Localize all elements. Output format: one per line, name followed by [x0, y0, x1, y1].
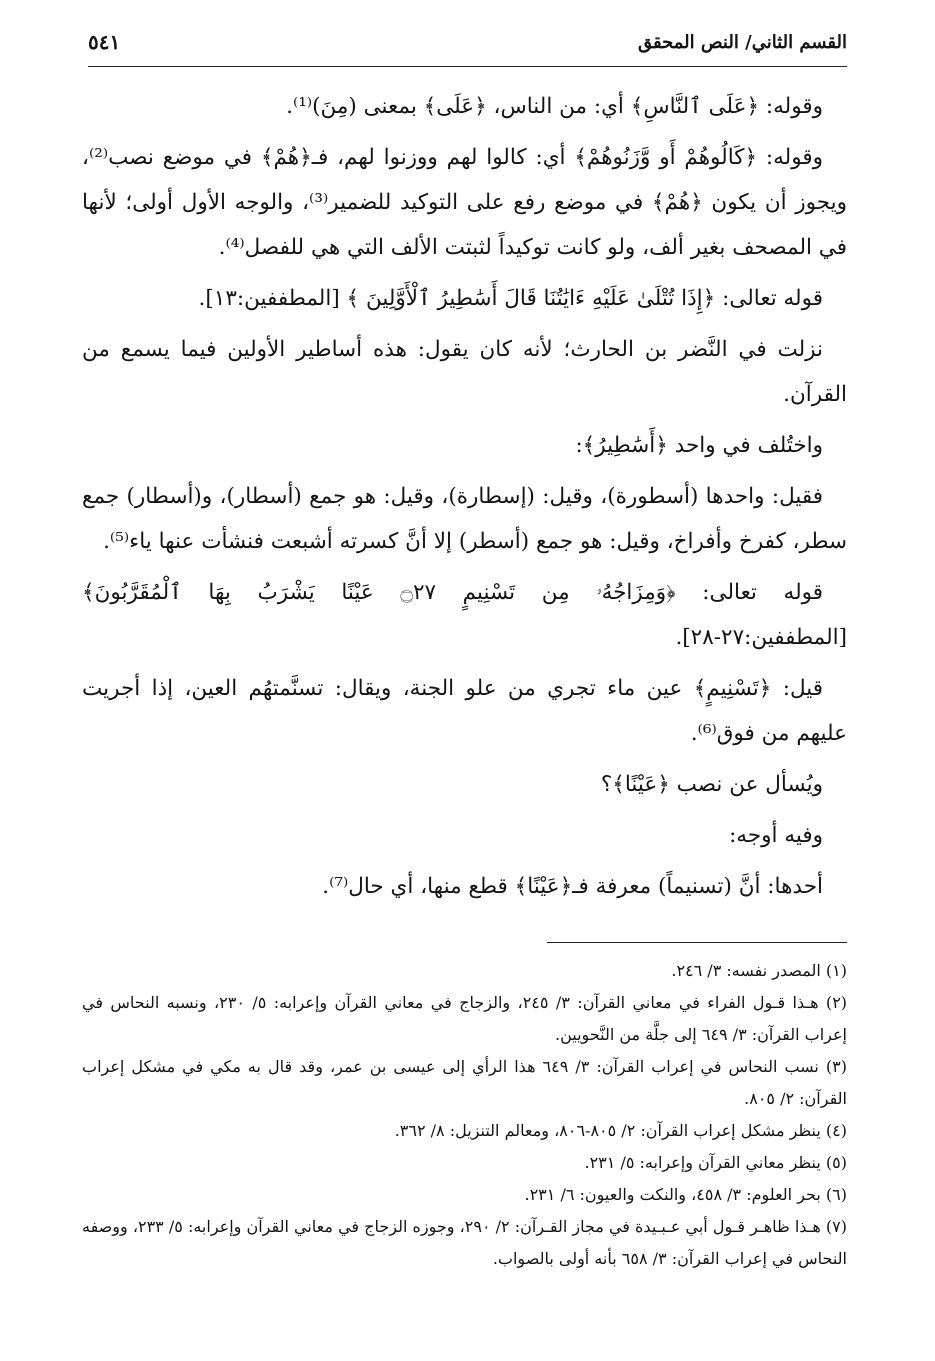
paragraph: قوله تعالى: ﴿إِذَا تُتْلَىٰ عَلَيْهِ ءَايَٰتُنَا قَالَ أَسَٰطِيرُ ٱلْأَوَّلِينَ ﴾ [المطففين:١٣]. [198, 286, 823, 311]
footnote: (٤) ينظر مشكل إعراب القرآن: ٢/ ٨٠٥-٨٠٦، ومعالم التنزيل: ٨/ ٣٦٢. [394, 1121, 847, 1140]
page-number: ٥٤١ [88, 30, 121, 54]
main-text [82, 84, 847, 915]
footnote: (٢) هـذا قـول الفراء في معاني القرآن: ٣/ ٢٤٥، والزجاج في معاني القرآن وإعرابه: ٥/ ٢٣٠، ونسبه النحاس في إعراب القرآن: ٣/ ٦٤٩ إلى جلَّة من النَّحويين. [82, 993, 848, 1044]
paragraph: قيل: ﴿تَسْنِيمٍ﴾ عين ماء تجري من علو الجنة، ويقال: تسنَّمتهُم العين، إذا أجريت عليهم من فوق⁽⁶⁾. [82, 676, 847, 746]
paragraph: وقوله: ﴿كَالُوهُمْ أَو وَّزَنُوهُمْ﴾ أي: كالوا لهم ووزنوا لهم، فـ﴿هُمْ﴾ في موضع نصب⁽²⁾، ويجوز أن يكون ﴿هُمْ﴾ في موضع رفع على التوكيد للضمير⁽³⁾، والوجه الأول أولى؛ لأنها في المصحف بغير ألف، ولو كانت توكيداً لثبتت الألف التي هي للفصل⁽⁴⁾. [82, 145, 847, 260]
footnote: (٦) بحر العلوم: ٣/ ٤٥٨، والنكت والعيون: ٦/ ٢٣١. [524, 1185, 847, 1204]
paragraph: وفيه أوجه: [729, 823, 823, 848]
footnote-separator [547, 942, 847, 943]
paragraph: أحدها: أنَّ (تسنيماً) معرفة فـ﴿عَيْنًا﴾ قطع منها، أي حال⁽⁷⁾. [322, 874, 823, 899]
footnotes [82, 955, 847, 1275]
page-header [88, 30, 847, 67]
paragraph: قوله تعالى: ﴿وَمِزَاجُهُۥ مِن تَسْنِيمٍ ۝٢٧ عَيْنًا يَشْرَبُ بِهَا ٱلْمُقَرَّبُونَ﴾ [المطففين:٢٧-٢٨]. [82, 580, 847, 650]
paragraph: ويُسأل عن نصب ﴿عَيْنًا﴾؟ [600, 772, 823, 797]
running-title: القسم الثاني/ النص المحقق [637, 32, 847, 53]
paragraph: وقوله: ﴿عَلَى ٱلنَّاسِ﴾ أي: من الناس، ﴿عَلَى﴾ بمعنى (مِنَ)⁽¹⁾. [286, 94, 823, 119]
footnote: (٧) هـذا ظاهـر قـول أبي عـبـيدة في مجاز القـرآن: ٢/ ٢٩٠، وجوزه الزجاج في معاني القرآن وإعرابه: ٥/ ٢٣٣، ووصفه النحاس في إعراب القرآن: ٣/ ٦٥٨ بأنه أولى بالصواب. [82, 1217, 847, 1268]
paragraph: فقيل: واحدها (أسطورة)، وقيل: (إسطارة)، وقيل: هو جمع (أسطار)، و(أسطار) جمع سطر، كفرخ وأفراخ، وقيل: هو جمع (أسطر) إلا أنَّ كسرته أشبعت فنشأت عنها ياء⁽⁵⁾. [82, 484, 847, 554]
paragraph: نزلت في النَّضر بن الحارث؛ لأنه كان يقول: هذه أساطير الأولين فيما يسمع من القرآن. [82, 337, 847, 407]
paragraph: واختُلف في واحد ﴿أَسَٰطِيرُ﴾: [575, 433, 823, 458]
footnote: (٥) ينظر معاني القرآن وإعرابه: ٥/ ٢٣١. [584, 1153, 847, 1172]
footnote: (٣) نسب النحاس في إعراب القرآن: ٣/ ٦٤٩ هذا الرأي إلى عيسى بن عمر، وقد قال به مكي في مشكل إعراب القرآن: ٢/ ٨٠٥. [82, 1057, 847, 1108]
footnote: (١) المصدر نفسه: ٣/ ٢٤٦. [671, 961, 847, 980]
